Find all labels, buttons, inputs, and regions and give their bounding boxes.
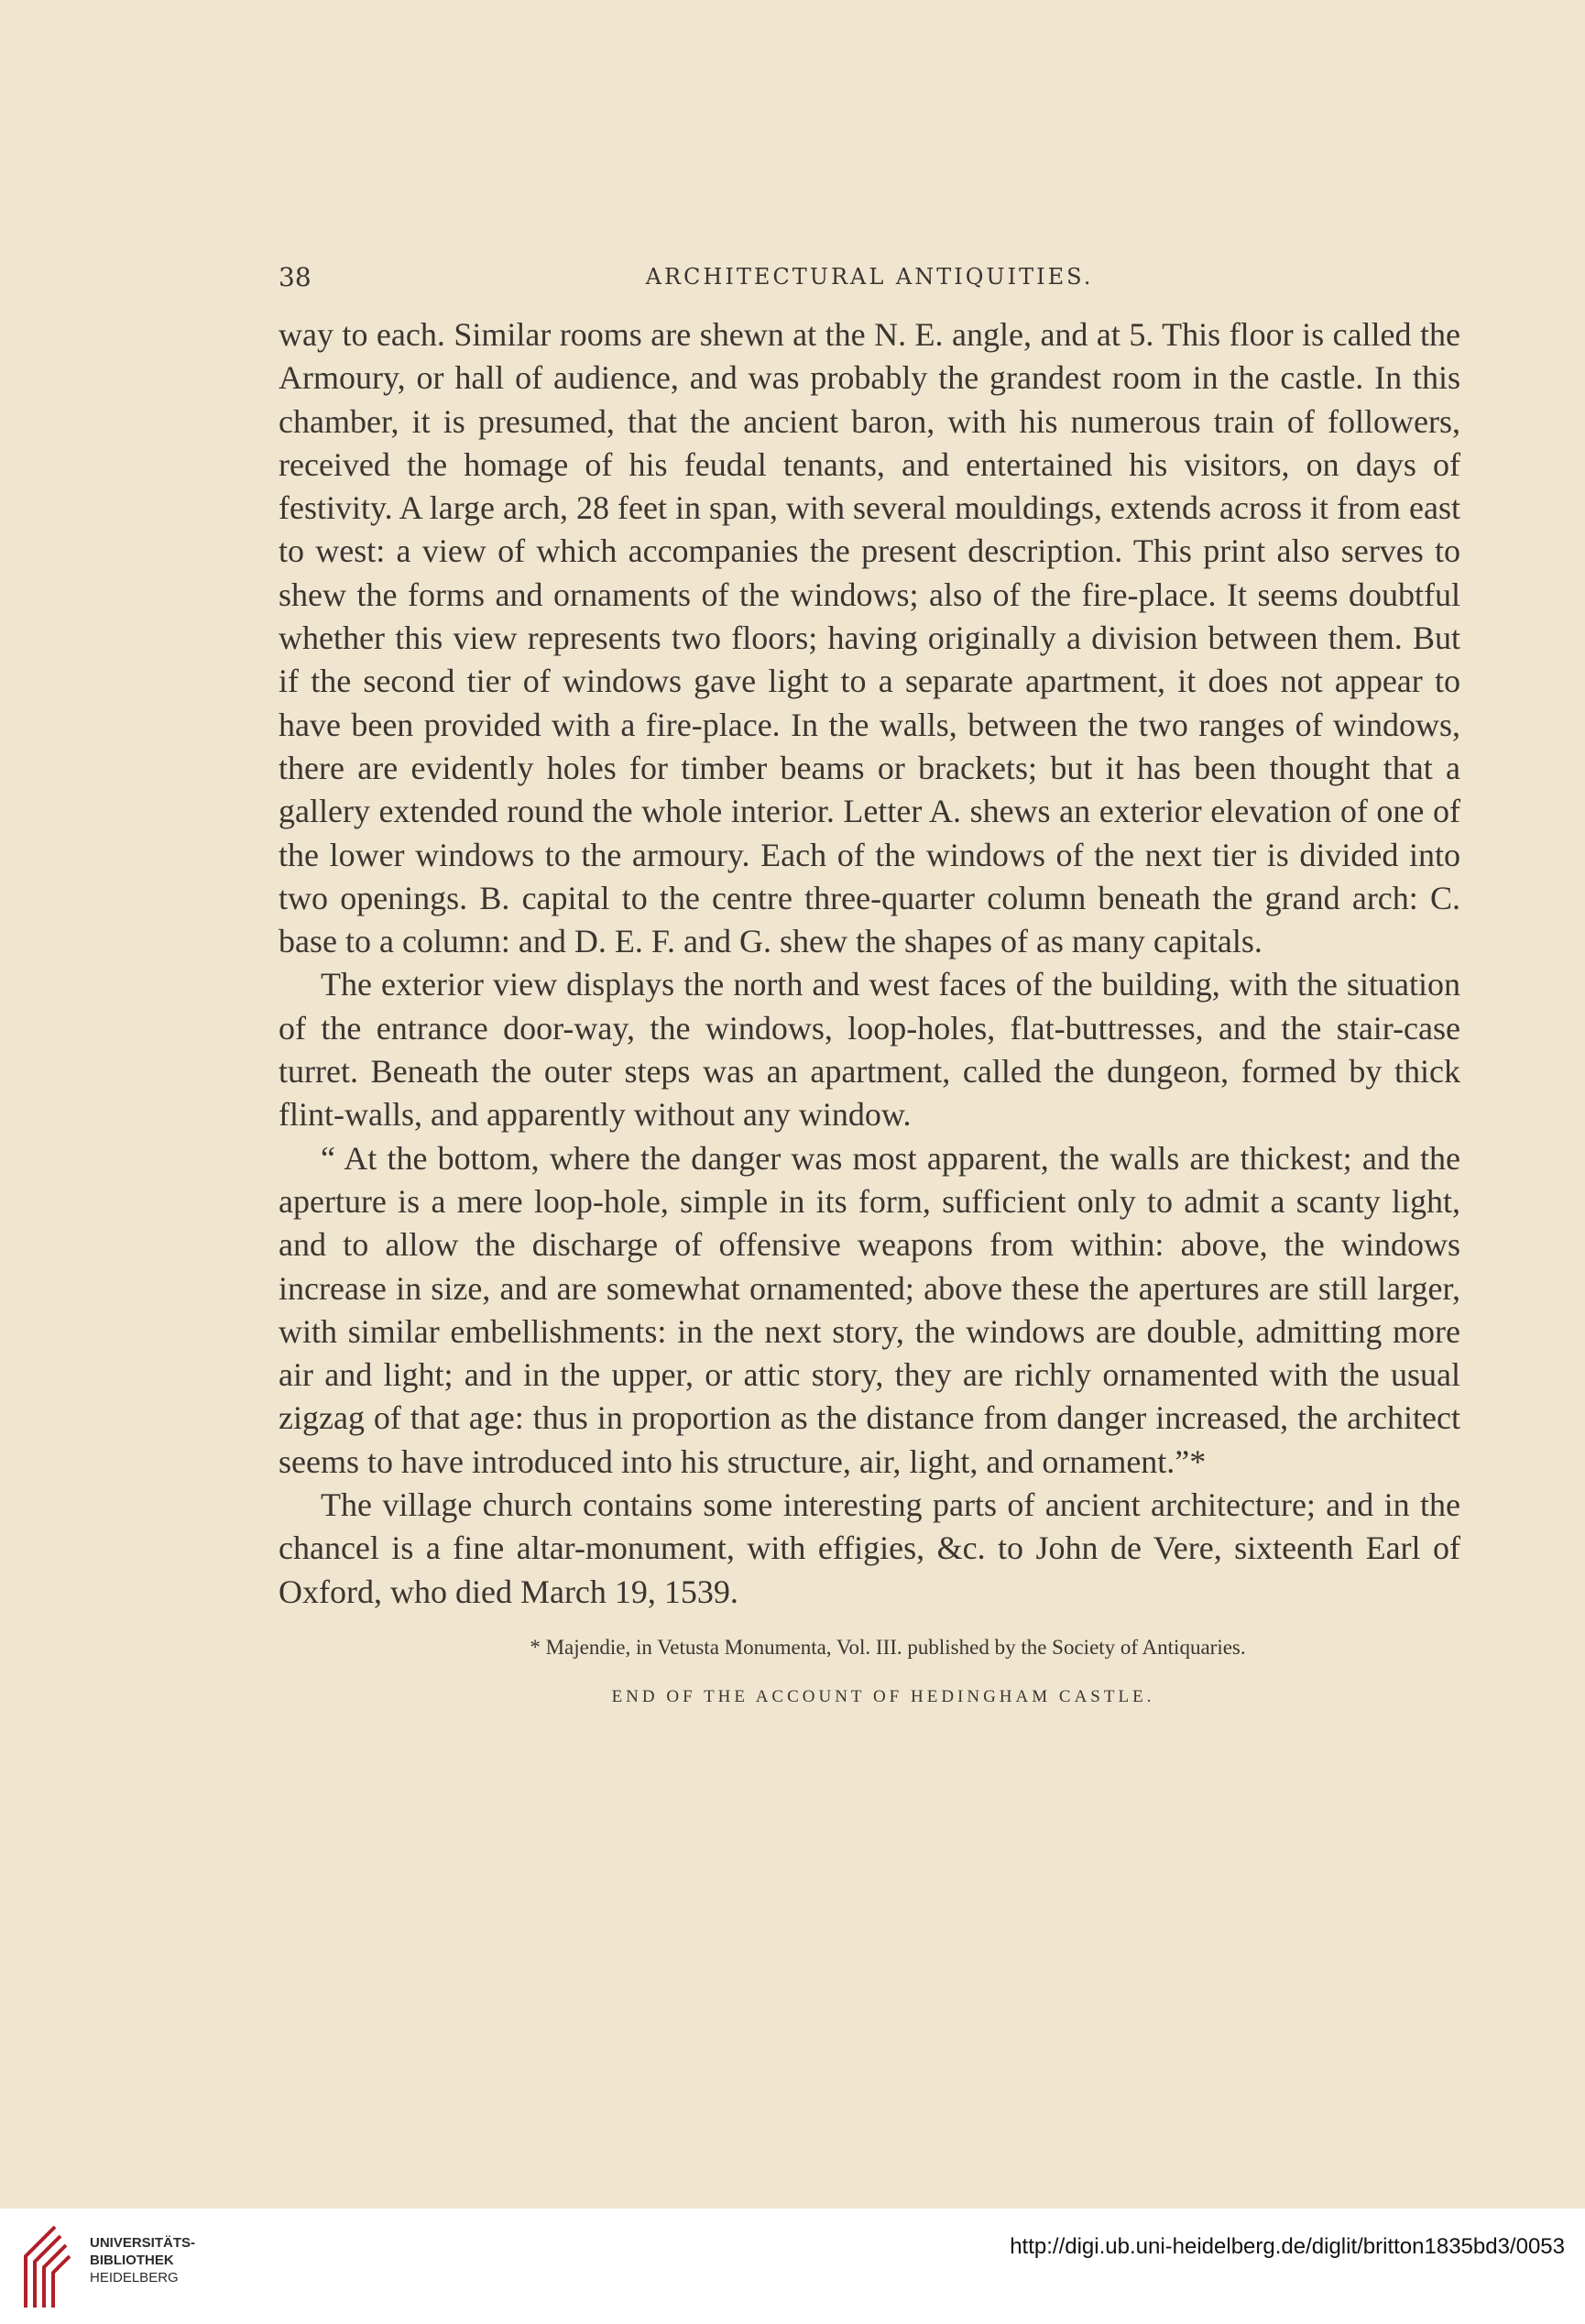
paragraph-village-church: The village church contains some interesting parts of ancient architecture; and in the chancel is a fine altar-monument, with effigies, &c. to John de Vere, sixteenth Earl of Oxford, who died March 19, 1539. (279, 1486, 1460, 1610)
paragraph-quotation: “ At the bottom, where the danger was most apparent, the walls are thickest; and the aperture is a mere loop-hole, simple in its form, sufficient only to admit a scanty light, and to allow the discharge of offensive weapons from within: above, the windows increase in size, and are somewhat ornamented; above these the apertures are still larger, with similar embellishments: in the next story, the windows are double, admitting more air and light; and in the upper, or attic story, they are richly ornamented with the usual zigzag of that age: thus in proportion as the distance from danger increased, the architect seems to have introduced into his structure, air, light, and ornament.”* (279, 1139, 1460, 1480)
running-title: ARCHITECTURAL ANTIQUITIES. (645, 264, 1094, 290)
page-content (279, 262, 1460, 1707)
library-name-line3: HEIDELBERG (90, 2270, 179, 2286)
source-url-link[interactable]: http://digi.ub.uni-heidelberg.de/diglit/britton1835bd3/0053 (1010, 2234, 1565, 2259)
end-of-account-note: END OF THE ACCOUNT OF HEDINGHAM CASTLE. (611, 1686, 1155, 1706)
footer-bar (0, 2209, 1585, 2324)
page-number: 38 (279, 262, 312, 292)
library-name-line1: UNIVERSITÄTS- (90, 2235, 196, 2251)
library-name (90, 2234, 195, 2286)
library-logo-icon (18, 2220, 73, 2311)
paragraph-armoury: way to each. Similar rooms are shewn at the N. E. angle, and at 5. This floor is called the Armoury, or hall of audience, and was probably the grandest room in the castle. In this chamber, it is presumed, that the ancient baron, with his numerous train of followers, received the homage of his feudal tenants, and entertained his visitors, on days of festivity. A large arch, 28 feet in span, with several mouldings, extends across it from east to west: a view of which accompanies the present description. This print also serves to shew the forms and ornaments of the windows; also of the fire-place. It seems doubtful whether this view represents two floors; having originally a division between them. But if the second tier of windows gave light to a separate apartment, it does not appear to have been provided with a fire-place. In the walls, between the two ranges of windows, there are evidently holes for timber beams or brackets; but it has been thought that a gallery extended round the whole interior. Letter A. shews an exterior elevation of one of the lower windows to the armoury. Each of the windows of the next tier is divided into two openings. B. capital to the centre three-quarter column beneath the grand arch: C. base to a column: and D. E. F. and G. shew the shapes of as many capitals. (279, 316, 1460, 960)
body-text (279, 313, 1460, 1614)
running-head (279, 262, 1460, 299)
paragraph-exterior-view: The exterior view displays the north and west faces of the building, with the situation of the entrance door-way, the windows, loop-holes, flat-buttresses, and the stair-case turret. Beneath the outer steps was an apartment, called the dungeon, formed by thick flint-walls, and apparently without any window. (279, 966, 1460, 1134)
footnote: * Majendie, in Vetusta Monumenta, Vol. III. published by the Society of Antiquaries. (530, 1635, 1246, 1659)
library-name-line2: BIBLIOTHEK (90, 2253, 174, 2268)
